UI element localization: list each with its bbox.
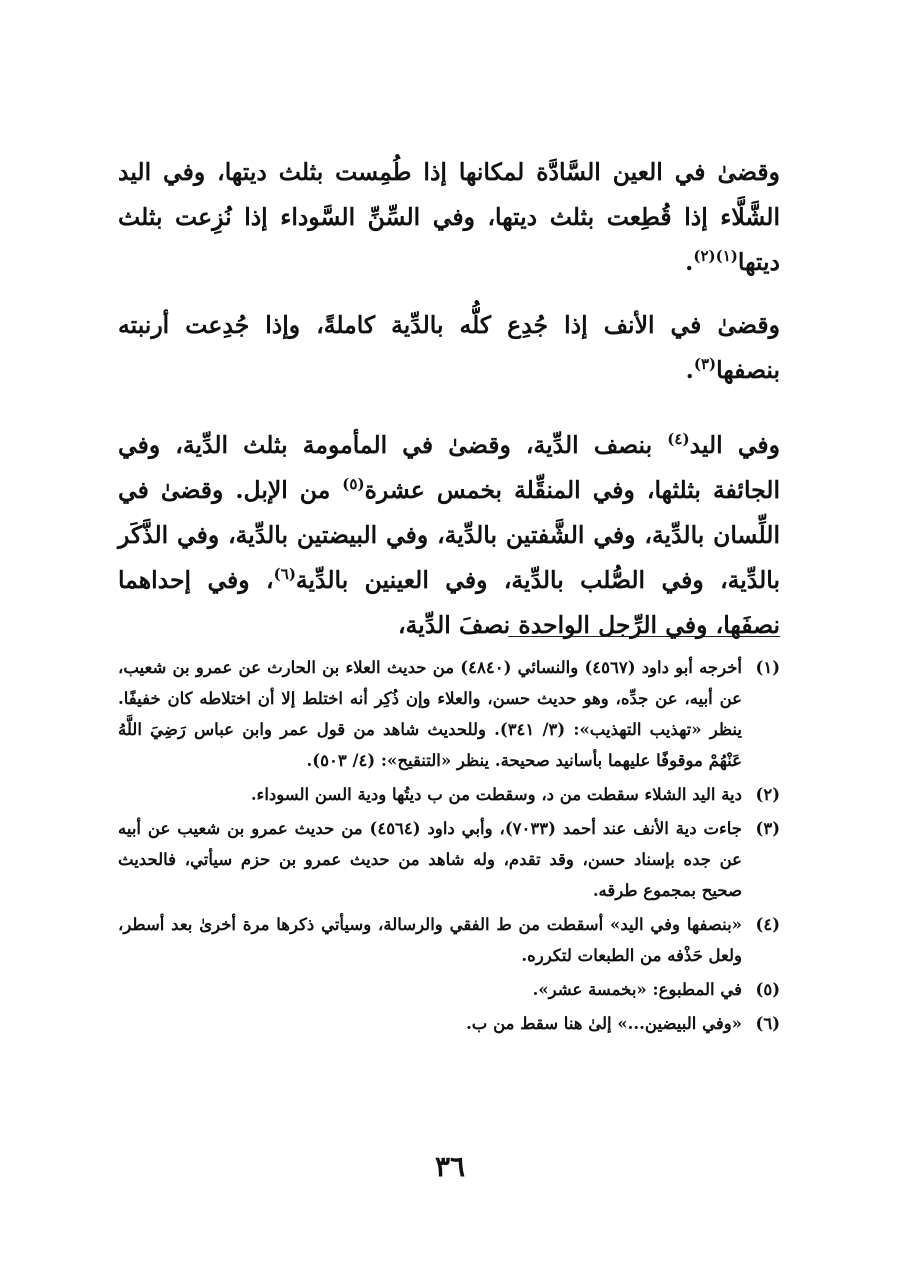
footnote-text: «بنصفها وفي اليد» أسقطت من ط الفقي والرسالة، وسيأتي ذكرها مرة أخرىٰ بعد أسطر، ولعل حَذْفه من الطبعات لتكرره. xyxy=(118,915,742,965)
footnote-ref: (٥) xyxy=(342,475,365,493)
paragraph-text: وفي اليد xyxy=(689,431,780,459)
footnote-number: (١) xyxy=(755,658,780,677)
footnotes xyxy=(118,652,780,1039)
footnote-text: في المطبوع: «بخمسة عشر». xyxy=(532,980,742,999)
paragraph-text: . xyxy=(685,248,694,276)
paragraph-text: ، وفي إحداهما نصفَها، وفي الرِّجل الواحدة نصفَ الدِّية، xyxy=(118,566,780,639)
paragraph xyxy=(118,150,780,285)
footnote-text: أخرجه أبو داود (٤٥٦٧) والنسائي (٤٨٤٠) من حديث العلاء بن الحارث عن عمرو بن شعيب، عن أبيه، عن جدِّه، وهو حديث حسن، والعلاء وإن ذُكِر أنه اختلط إلا أن اختلاطه كان خفيفًا. ينظر «تهذيب التهذيب»: (٣/ ٣٤١). وللحديث شاهد من قول عمر وابن عباس رَضِيَ اللَّهُ عَنْهُمْ موقوفًا عليهما بأسانيد صحيحة. ينظر «التنقيح»: (٤/ ٥٠٣). xyxy=(118,658,743,770)
footnote-number: (٣) xyxy=(755,819,780,838)
footnote-text: «وفي البيضين...» إلىٰ هنا سقط من ب. xyxy=(466,1014,742,1033)
paragraph-text: وقضىٰ في العين السَّادَّة لمكانها إذا طُمِست بثلث ديتها، وفي اليد الشَّلَّاء إذا قُطِعت بثلث ديتها، وفي السِّنِّ السَّوداء إذا نُزِعت بثلث ديتها xyxy=(118,158,780,276)
footnote xyxy=(118,974,780,1005)
footnote-number: (٦) xyxy=(755,1014,780,1033)
paragraph-text: بنصف الدِّية، وقضىٰ في المأمومة بثلث الدِّية، وفي الجائفة بثلثها، وفي المنقِّلة بخمس عشرة xyxy=(118,431,780,504)
footnote xyxy=(118,1008,780,1039)
footnote-number: (٢) xyxy=(755,785,780,804)
footnote-number: (٤) xyxy=(755,915,780,934)
footnote-ref: (٣) xyxy=(693,355,717,373)
footnote xyxy=(118,779,780,810)
footnote xyxy=(118,652,780,776)
footnote-text: دية اليد الشلاء سقطت من د، وسقطت من ب ديتُها ودية السن السوداء. xyxy=(250,785,742,804)
page-number: ٣٦ xyxy=(434,1150,466,1183)
footnote xyxy=(118,813,780,906)
footnote xyxy=(118,909,780,971)
paragraph xyxy=(118,423,780,648)
footnote-text: جاءت دية الأنف عند أحمد (٧٠٣٣)، وأبي داود (٤٥٦٤) من حديث عمرو بن شعيب عن أبيه عن جده بإسناد حسن، وقد تقدم، وله شاهد من حديث عمرو بن حزم سيأتي، فالحديث صحيح بمجموع طرقه. xyxy=(118,819,742,900)
paragraph-text: وقضىٰ في الأنف إذا جُدِع كلُّه بالدِّية كاملةً، وإذا جُدِعت أرنبته بنصفها xyxy=(118,311,780,384)
footnote-ref: (٦) xyxy=(273,565,296,583)
footnote-number: (٥) xyxy=(755,980,780,999)
main-text xyxy=(118,150,780,648)
paragraph-text: . xyxy=(685,356,694,384)
paragraph-text: من الإبل. وقضىٰ في اللِّسان بالدِّية، وفي الشَّفتين بالدِّية، وفي البيضتين بالدِّية، وفي الذَّكَر بالدِّية، وفي الصُّلب بالدِّية، وفي العينين بالدِّية xyxy=(118,476,780,594)
footnote-separator xyxy=(508,636,780,637)
paragraph xyxy=(118,303,780,393)
footnote-ref: (٤) xyxy=(667,430,690,448)
footnote-ref: (١)(٢) xyxy=(693,247,738,265)
